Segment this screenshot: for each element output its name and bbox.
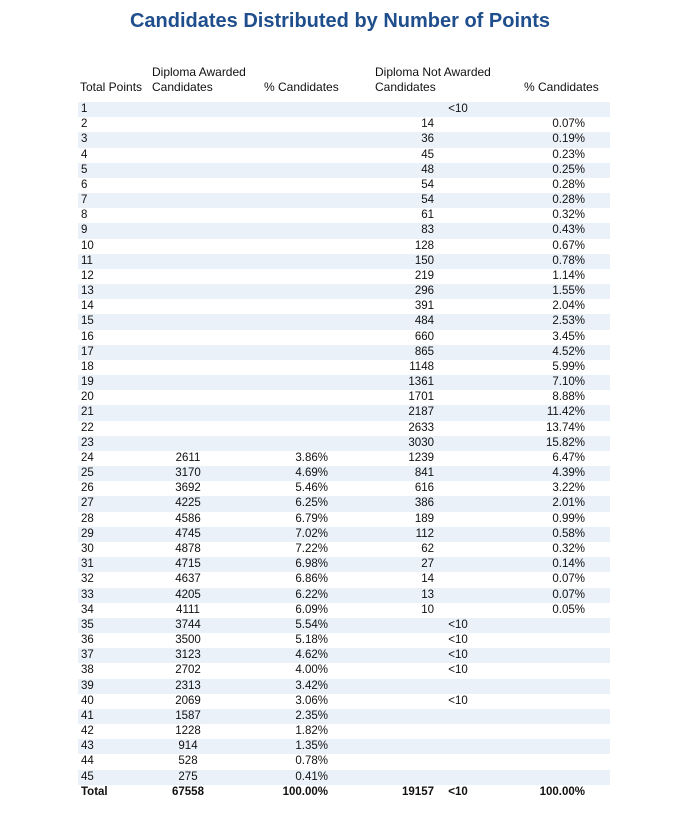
table-row bbox=[78, 132, 610, 147]
cell-pct-not-awarded: 0.58% bbox=[552, 527, 585, 540]
cell-points: 5 bbox=[81, 163, 88, 176]
header-not-awarded-line1: Diploma Not Awarded bbox=[375, 65, 491, 79]
cell-awarded: 1587 bbox=[175, 709, 201, 722]
cell-not-awarded: 1239 bbox=[408, 451, 434, 464]
table-row bbox=[78, 223, 610, 238]
cell-points: 16 bbox=[81, 330, 94, 343]
cell-points: 2 bbox=[81, 118, 88, 131]
table-row bbox=[78, 193, 610, 208]
cell-not-awarded: 61 bbox=[421, 209, 434, 222]
header-not-awarded-line2: Candidates bbox=[375, 80, 436, 94]
cell-not-awarded: 1701 bbox=[408, 391, 434, 404]
cell-points: 24 bbox=[81, 451, 94, 464]
cell-points: 33 bbox=[81, 588, 94, 601]
cell-pct-not-awarded: 1.14% bbox=[552, 269, 585, 282]
cell-not-awarded-small: <10 bbox=[448, 103, 468, 115]
cell-pct-awarded: 4.62% bbox=[295, 649, 328, 662]
cell-points: 11 bbox=[81, 254, 93, 267]
cell-points: 19 bbox=[81, 376, 94, 389]
table-row bbox=[78, 451, 610, 466]
cell-points: 27 bbox=[81, 497, 94, 510]
cell-awarded: 4715 bbox=[175, 558, 201, 571]
cell-pct-not-awarded: 0.99% bbox=[552, 512, 585, 525]
cell-not-awarded: 62 bbox=[421, 542, 434, 555]
cell-not-awarded: 112 bbox=[415, 527, 434, 540]
table-row bbox=[78, 542, 610, 557]
cell-points: 22 bbox=[81, 421, 94, 434]
cell-not-awarded: 484 bbox=[414, 315, 434, 328]
cell-pct-not-awarded: 0.05% bbox=[552, 603, 585, 616]
cell-points: 23 bbox=[81, 436, 94, 449]
cell-points: 31 bbox=[81, 558, 94, 571]
header-pct-awarded: % Candidates bbox=[264, 80, 339, 94]
cell-awarded: 3692 bbox=[175, 482, 201, 495]
cell-not-awarded: 386 bbox=[414, 497, 434, 510]
table-row bbox=[78, 481, 610, 496]
cell-awarded: 4586 bbox=[175, 512, 201, 525]
cell-awarded: 4745 bbox=[175, 527, 201, 540]
cell-pct-awarded: 3.42% bbox=[295, 679, 328, 692]
table-row bbox=[78, 284, 610, 299]
cell-awarded: 3500 bbox=[175, 634, 201, 647]
cell-pct-not-awarded: 2.04% bbox=[552, 300, 585, 313]
table-row bbox=[78, 178, 610, 193]
cell-points: 8 bbox=[81, 209, 88, 222]
cell-not-awarded: 3030 bbox=[408, 436, 434, 449]
cell-awarded: 2313 bbox=[175, 679, 201, 692]
header-diploma-awarded bbox=[152, 65, 246, 95]
table-row bbox=[78, 299, 610, 314]
cell-pct-not-awarded: 6.47% bbox=[552, 451, 585, 464]
cell-not-awarded: 1148 bbox=[409, 360, 434, 373]
cell-points: 41 bbox=[81, 709, 94, 722]
cell-points: 40 bbox=[81, 694, 94, 707]
cell-pct-awarded: 6.25% bbox=[295, 497, 328, 510]
cell-not-awarded: 36 bbox=[421, 133, 434, 146]
cell-pct-not-awarded: 0.07% bbox=[552, 118, 585, 131]
cell-pct-awarded: 7.22% bbox=[295, 542, 328, 555]
cell-pct-not-awarded: 0.14% bbox=[552, 558, 585, 571]
cell-not-awarded-small: <10 bbox=[448, 618, 468, 631]
cell-pct-not-awarded: 0.43% bbox=[552, 224, 585, 237]
total-pct-not-awarded: 100.00% bbox=[539, 786, 585, 798]
table-row bbox=[78, 102, 610, 117]
table-row bbox=[78, 375, 610, 390]
cell-points: 29 bbox=[81, 527, 94, 540]
cell-not-awarded: 150 bbox=[414, 254, 434, 267]
cell-pct-awarded: 0.78% bbox=[295, 755, 328, 768]
cell-points: 37 bbox=[81, 649, 94, 662]
cell-not-awarded: 296 bbox=[414, 285, 434, 298]
cell-awarded: 1228 bbox=[175, 725, 201, 738]
cell-not-awarded: 10 bbox=[421, 603, 434, 616]
cell-not-awarded: 2187 bbox=[408, 406, 434, 419]
cell-pct-not-awarded: 0.78% bbox=[552, 254, 585, 267]
cell-pct-not-awarded: 0.32% bbox=[552, 542, 585, 555]
table-row bbox=[78, 239, 610, 254]
cell-pct-not-awarded: 8.88% bbox=[552, 391, 585, 404]
cell-pct-not-awarded: 0.07% bbox=[552, 573, 585, 586]
cell-pct-not-awarded: 2.53% bbox=[552, 315, 585, 328]
cell-pct-awarded: 6.86% bbox=[295, 573, 328, 586]
cell-pct-awarded: 3.06% bbox=[295, 694, 328, 707]
table-row bbox=[78, 694, 610, 709]
cell-pct-awarded: 5.54% bbox=[295, 618, 328, 631]
cell-points: 43 bbox=[81, 740, 94, 753]
cell-pct-awarded: 0.41% bbox=[295, 770, 328, 783]
cell-awarded: 4878 bbox=[175, 542, 201, 555]
cell-points: 28 bbox=[81, 512, 94, 525]
table-row bbox=[78, 148, 610, 163]
cell-points: 1 bbox=[81, 103, 88, 115]
cell-pct-not-awarded: 13.74% bbox=[545, 421, 585, 434]
cell-points: 12 bbox=[81, 269, 94, 282]
cell-awarded: 4637 bbox=[175, 573, 201, 586]
cell-not-awarded: 865 bbox=[414, 345, 434, 358]
cell-pct-not-awarded: 4.39% bbox=[552, 467, 585, 480]
cell-points: 45 bbox=[81, 770, 94, 783]
cell-pct-awarded: 6.98% bbox=[295, 558, 328, 571]
cell-pct-not-awarded: 4.52% bbox=[552, 345, 585, 358]
cell-pct-not-awarded: 5.99% bbox=[552, 360, 585, 373]
cell-points: 35 bbox=[81, 618, 94, 631]
cell-points: 9 bbox=[81, 224, 88, 237]
cell-pct-not-awarded: 7.10% bbox=[552, 376, 585, 389]
total-not-awarded: 19157 bbox=[402, 786, 434, 798]
cell-points: 3 bbox=[81, 133, 88, 146]
cell-pct-awarded: 6.09% bbox=[295, 603, 328, 616]
cell-pct-not-awarded: 2.01% bbox=[552, 497, 585, 510]
cell-pct-not-awarded: 15.82% bbox=[545, 436, 585, 449]
cell-not-awarded-small: <10 bbox=[448, 664, 468, 677]
cell-pct-not-awarded: 0.28% bbox=[552, 194, 585, 207]
cell-points: 18 bbox=[81, 360, 94, 373]
cell-awarded: 2702 bbox=[175, 664, 201, 677]
cell-points: 39 bbox=[81, 679, 94, 692]
cell-not-awarded: 616 bbox=[414, 482, 434, 495]
cell-points: 4 bbox=[81, 148, 88, 161]
cell-points: 10 bbox=[81, 239, 94, 252]
cell-pct-not-awarded: 0.23% bbox=[552, 148, 585, 161]
table-row bbox=[78, 405, 610, 420]
cell-pct-not-awarded: 3.22% bbox=[552, 482, 585, 495]
table-row bbox=[78, 648, 610, 663]
cell-points: 42 bbox=[81, 725, 94, 738]
cell-not-awarded: 1361 bbox=[408, 376, 434, 389]
cell-points: 32 bbox=[81, 573, 94, 586]
table-row bbox=[78, 360, 610, 375]
table-row bbox=[78, 557, 610, 572]
header-total-points: Total Points bbox=[80, 80, 143, 94]
cell-pct-awarded: 6.79% bbox=[295, 512, 328, 525]
cell-pct-not-awarded: 0.67% bbox=[552, 239, 585, 252]
table-row bbox=[78, 679, 610, 694]
table-row bbox=[78, 618, 610, 633]
cell-not-awarded: 2633 bbox=[408, 421, 434, 434]
cell-not-awarded: 189 bbox=[414, 512, 434, 525]
cell-awarded: 4111 bbox=[176, 603, 200, 616]
cell-not-awarded: 83 bbox=[421, 224, 434, 237]
cell-not-awarded: 54 bbox=[421, 178, 434, 191]
page-title: Candidates Distributed by Number of Points bbox=[129, 10, 551, 32]
cell-not-awarded: 660 bbox=[414, 330, 434, 343]
cell-points: 26 bbox=[81, 482, 94, 495]
table-row bbox=[78, 709, 610, 724]
table-row bbox=[78, 527, 610, 542]
cell-points: 30 bbox=[81, 542, 94, 555]
cell-pct-not-awarded: 1.55% bbox=[552, 285, 585, 298]
cell-pct-not-awarded: 0.19% bbox=[552, 133, 585, 146]
points-table bbox=[78, 102, 610, 785]
cell-awarded: 2611 bbox=[175, 451, 201, 464]
cell-not-awarded-small: <10 bbox=[448, 694, 468, 707]
cell-pct-awarded: 4.00% bbox=[295, 664, 328, 677]
cell-not-awarded: 841 bbox=[414, 467, 434, 480]
table-row bbox=[78, 724, 610, 739]
cell-awarded: 3170 bbox=[175, 467, 201, 480]
cell-points: 7 bbox=[81, 194, 88, 207]
cell-pct-awarded: 4.69% bbox=[295, 467, 328, 480]
cell-not-awarded-small: <10 bbox=[448, 634, 468, 647]
header-diploma-awarded-line1: Diploma Awarded bbox=[152, 65, 246, 79]
cell-points: 14 bbox=[81, 300, 94, 313]
table-row bbox=[78, 466, 610, 481]
table-row bbox=[78, 269, 610, 284]
table-row bbox=[78, 117, 610, 132]
cell-not-awarded: 45 bbox=[421, 148, 434, 161]
cell-points: 21 bbox=[81, 406, 94, 419]
cell-not-awarded: 14 bbox=[421, 118, 434, 131]
cell-awarded: 914 bbox=[178, 740, 198, 753]
cell-not-awarded: 219 bbox=[414, 269, 434, 282]
table-row bbox=[78, 588, 610, 603]
header-diploma-not-awarded bbox=[375, 65, 491, 95]
cell-not-awarded: 54 bbox=[421, 194, 434, 207]
cell-not-awarded-small: <10 bbox=[448, 649, 468, 662]
cell-pct-not-awarded: 0.28% bbox=[552, 178, 585, 191]
table-row bbox=[78, 208, 610, 223]
table-row bbox=[78, 254, 610, 269]
total-not-awarded-small: <10 bbox=[448, 786, 468, 798]
table-row bbox=[78, 330, 610, 345]
table-row bbox=[78, 603, 610, 618]
cell-points: 13 bbox=[81, 285, 94, 298]
cell-points: 20 bbox=[81, 391, 94, 404]
cell-pct-awarded: 5.18% bbox=[295, 634, 328, 647]
cell-not-awarded: 13 bbox=[421, 588, 434, 601]
cell-points: 36 bbox=[81, 634, 94, 647]
table-row bbox=[78, 345, 610, 360]
cell-points: 38 bbox=[81, 664, 94, 677]
cell-points: 17 bbox=[81, 345, 94, 358]
cell-not-awarded: 48 bbox=[421, 163, 434, 176]
table-row bbox=[78, 663, 610, 678]
table-row bbox=[78, 754, 610, 769]
table-row bbox=[78, 572, 610, 587]
cell-points: 15 bbox=[81, 315, 94, 328]
table-row bbox=[78, 421, 610, 436]
cell-not-awarded: 391 bbox=[414, 300, 434, 313]
table-row bbox=[78, 314, 610, 329]
cell-pct-awarded: 7.02% bbox=[295, 527, 328, 540]
table-row bbox=[78, 163, 610, 178]
cell-points: 6 bbox=[81, 178, 88, 191]
table-row bbox=[78, 496, 610, 511]
cell-awarded: 3123 bbox=[175, 649, 201, 662]
total-awarded: 67558 bbox=[172, 786, 204, 798]
total-row bbox=[78, 784, 610, 800]
cell-pct-awarded: 3.86% bbox=[295, 451, 328, 464]
table-row bbox=[78, 739, 610, 754]
cell-not-awarded: 27 bbox=[421, 558, 434, 571]
cell-pct-awarded: 6.22% bbox=[295, 588, 328, 601]
cell-awarded: 4225 bbox=[175, 497, 201, 510]
cell-awarded: 275 bbox=[178, 770, 198, 783]
cell-pct-not-awarded: 3.45% bbox=[552, 330, 585, 343]
cell-awarded: 528 bbox=[178, 755, 198, 768]
cell-pct-awarded: 1.82% bbox=[295, 725, 328, 738]
table-row bbox=[78, 512, 610, 527]
table-row bbox=[78, 390, 610, 405]
table-row bbox=[78, 436, 610, 451]
header-pct-not-awarded: % Candidates bbox=[524, 80, 599, 94]
cell-awarded: 3744 bbox=[175, 618, 201, 631]
table-row bbox=[78, 770, 610, 785]
cell-not-awarded: 14 bbox=[421, 573, 434, 586]
table-row bbox=[78, 633, 610, 648]
cell-pct-not-awarded: 0.25% bbox=[552, 163, 585, 176]
cell-pct-not-awarded: 0.32% bbox=[552, 209, 585, 222]
cell-pct-awarded: 2.35% bbox=[295, 709, 328, 722]
cell-points: 34 bbox=[81, 603, 94, 616]
cell-pct-not-awarded: 0.07% bbox=[552, 588, 585, 601]
cell-pct-not-awarded: 11.42% bbox=[546, 406, 585, 419]
cell-not-awarded: 128 bbox=[414, 239, 434, 252]
total-pct-awarded: 100.00% bbox=[282, 786, 328, 798]
cell-pct-awarded: 1.35% bbox=[295, 740, 328, 753]
cell-points: 44 bbox=[81, 755, 94, 768]
cell-pct-awarded: 5.46% bbox=[295, 482, 328, 495]
cell-awarded: 2069 bbox=[175, 694, 201, 707]
header-diploma-awarded-line2: Candidates bbox=[152, 80, 213, 94]
total-label: Total bbox=[81, 786, 108, 798]
cell-points: 25 bbox=[81, 467, 94, 480]
cell-awarded: 4205 bbox=[175, 588, 201, 601]
